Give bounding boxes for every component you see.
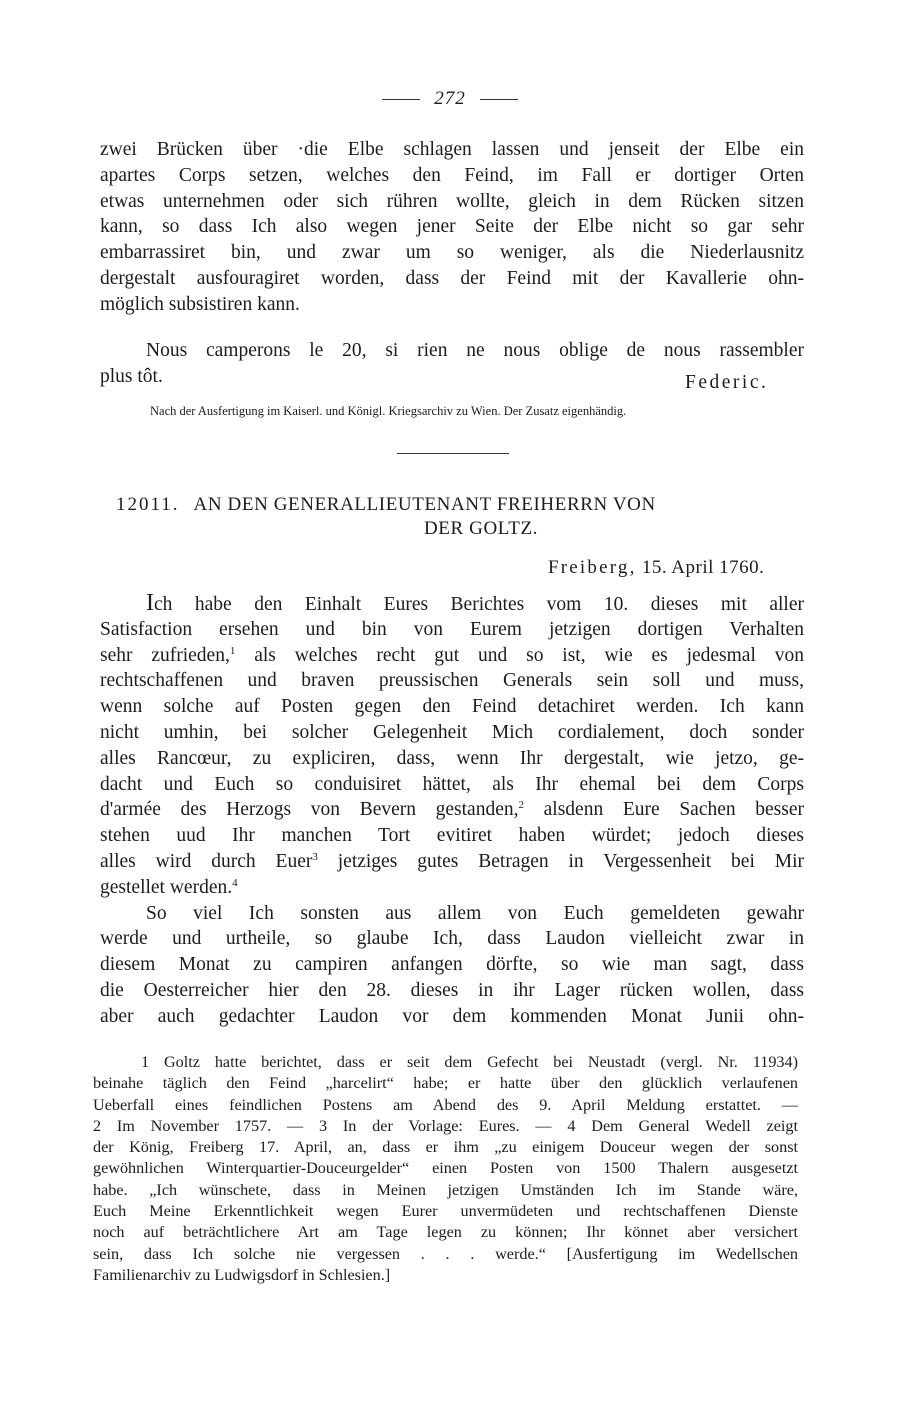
header-dash-left [382, 99, 420, 100]
signature: Federic. [685, 372, 769, 393]
text-line: sehr zufrieden,$^1$ als welches recht gut und so ist, wie es jedesmal von [100, 644, 804, 666]
footnote-ref: 2 [518, 799, 524, 812]
footnote-ref: 4 [232, 876, 238, 889]
letter-number: 12011. [116, 494, 180, 515]
footnote-line: 1 Goltz hatte berichtet, dass er seit dem Gefecht bei Neustadt (vergl. Nr. 11934) [141, 1053, 798, 1071]
text-line: Ich habe den Einhalt Eures Berichtes vom 10. dieses mit aller [146, 590, 804, 616]
text-line: diesem Monat zu campiren anfangen dörfte, so wie man sagt, dass [100, 954, 804, 976]
text-line: plus tôt. [100, 365, 163, 387]
header-dash-right [480, 99, 518, 100]
source-note: Nach der Ausfertigung im Kaiserl. und Königl. Kriegsarchiv zu Wien. Der Zusatz eigenhändig. [150, 404, 627, 418]
text-line: die Oesterreicher hier den 28. dieses in ihr Lager rücken wollen, dass [100, 979, 804, 1001]
letter-body [100, 591, 804, 1030]
letter-title-line1: AN DEN GENERALLIEUTENANT FREIHERRN VON [193, 494, 656, 515]
footnote-line: der König, Freiberg 17. April, an, dass er ihm „zu einigem Douceur wegen der sonst [93, 1138, 798, 1157]
drop-cap: I [146, 590, 154, 616]
text-line: zwei Brücken über ·die Elbe schlagen lassen und jenseit der Elbe ein [100, 139, 804, 160]
footnote-line: habe. „Ich wünschete, dass in Meinen jetzigen Umständen Ich im Stande wäre, [93, 1180, 798, 1199]
footnote-ref: 3 [312, 850, 318, 863]
text-line: dergestalt ausfouragiret worden, dass der Feind mit der Kavallerie ohn- [100, 267, 804, 289]
footnote-line: Familienarchiv zu Ludwigsdorf in Schlesien.] [93, 1265, 391, 1284]
text-line: wenn solche auf Posten gegen den Feind detachiret werden. Ich kann [100, 696, 804, 718]
section-divider [397, 453, 509, 454]
text-line: stehen uud Ihr manchen Tort evitiret haben würdet; jedoch dieses [100, 825, 804, 847]
text-line: kann, so dass Ich also wegen jener Seite der Elbe nicht so gar sehr [100, 216, 804, 238]
letter-heading [116, 494, 806, 540]
footnote-line: gewöhnlichen Winterquartier-Douceurgelder“ einen Posten von 1500 Thalern ausgesetzt [93, 1159, 798, 1178]
text-line: rechtschaffenen und braven preussischen Generals sein soll und muss, [100, 670, 804, 692]
footnote-line: Ueberfall eines feindlichen Postens am Abend des 9. April Meldung erstattet. — [93, 1095, 798, 1114]
text-line: embarrassiret bin, und zwar um so weniger, als die Niederlausnitz [100, 242, 804, 264]
letter-place: Freiberg, [548, 557, 637, 578]
letter-date: 15. April 1760. [641, 557, 765, 578]
continued-letter-body [100, 137, 804, 318]
footnote-ref: 1 [229, 644, 236, 657]
page-header [0, 88, 900, 110]
footnote-line: 2 Im November 1757. — 3 In der Vorlage: Eures. — 4 Dem General Wedell zeigt [93, 1116, 798, 1135]
footnote-line: Euch Meine Erkenntlichkeit wegen Eurer unvermüdeten und rechtschaffenen Dienste [93, 1202, 798, 1221]
text-line: etwas unternehmen oder sich rühren wollte, gleich in dem Rücken sitzen [100, 190, 804, 212]
text-line: alles Rancœur, zu expliciren, dass, wenn Ihr dergestalt, wie jetzo, ge- [100, 747, 804, 769]
text-line: Satisfaction ersehen und bin von Eurem jetzigen dortigen Verhalten [100, 618, 804, 640]
letter-title-line2: DER GOLTZ. [423, 518, 539, 539]
text-line: werde und urtheile, so glaube Ich, dass Laudon vielleicht zwar in [100, 928, 804, 950]
text-line: Nous camperons le 20, si rien ne nous oblige de nous rassembler [146, 340, 804, 361]
letter-dateline [548, 557, 764, 579]
text-line: apartes Corps setzen, welches den Feind, im Fall er dortiger Orten [100, 164, 804, 186]
text-line: d'armée des Herzogs von Bevern gestanden,$^2$ alsdenn Eure Sachen besser [100, 799, 805, 821]
text-line: alles wird durch Euer$^3$ jetziges gutes Betragen in Vergessenheit bei Mir [100, 850, 805, 872]
page-number: 272 [434, 88, 466, 109]
text-line: dacht und Euch so conduisiret hättet, als Ihr ehemal bei dem Corps [100, 773, 804, 795]
footnote-line: sein, dass Ich solche nie vergessen . . . werde.“ [Ausfertigung im Wedellschen [93, 1244, 798, 1263]
footnote-line: beinahe täglich den Feind „harcelirt“ habe; er hatte über den glücklich verlaufenen [93, 1074, 798, 1093]
text-line: möglich subsistiren kann. [100, 293, 300, 315]
text-line: aber auch gedachter Laudon vor dem kommenden Monat Junii ohn- [100, 1005, 804, 1027]
text-line: gestellet werden.$^4$ [100, 876, 238, 898]
footnotes [93, 1052, 798, 1286]
text-line: nicht umhin, bei solcher Gelegenheit Mich cordialement, doch sonder [100, 721, 804, 743]
text-line: So viel Ich sonsten aus allem von Euch gemeldeten gewahr [146, 902, 804, 924]
footnote-line: noch auf beträchtlichere Art am Tage legen zu können; Ihr könnet aber versichert [93, 1223, 798, 1242]
